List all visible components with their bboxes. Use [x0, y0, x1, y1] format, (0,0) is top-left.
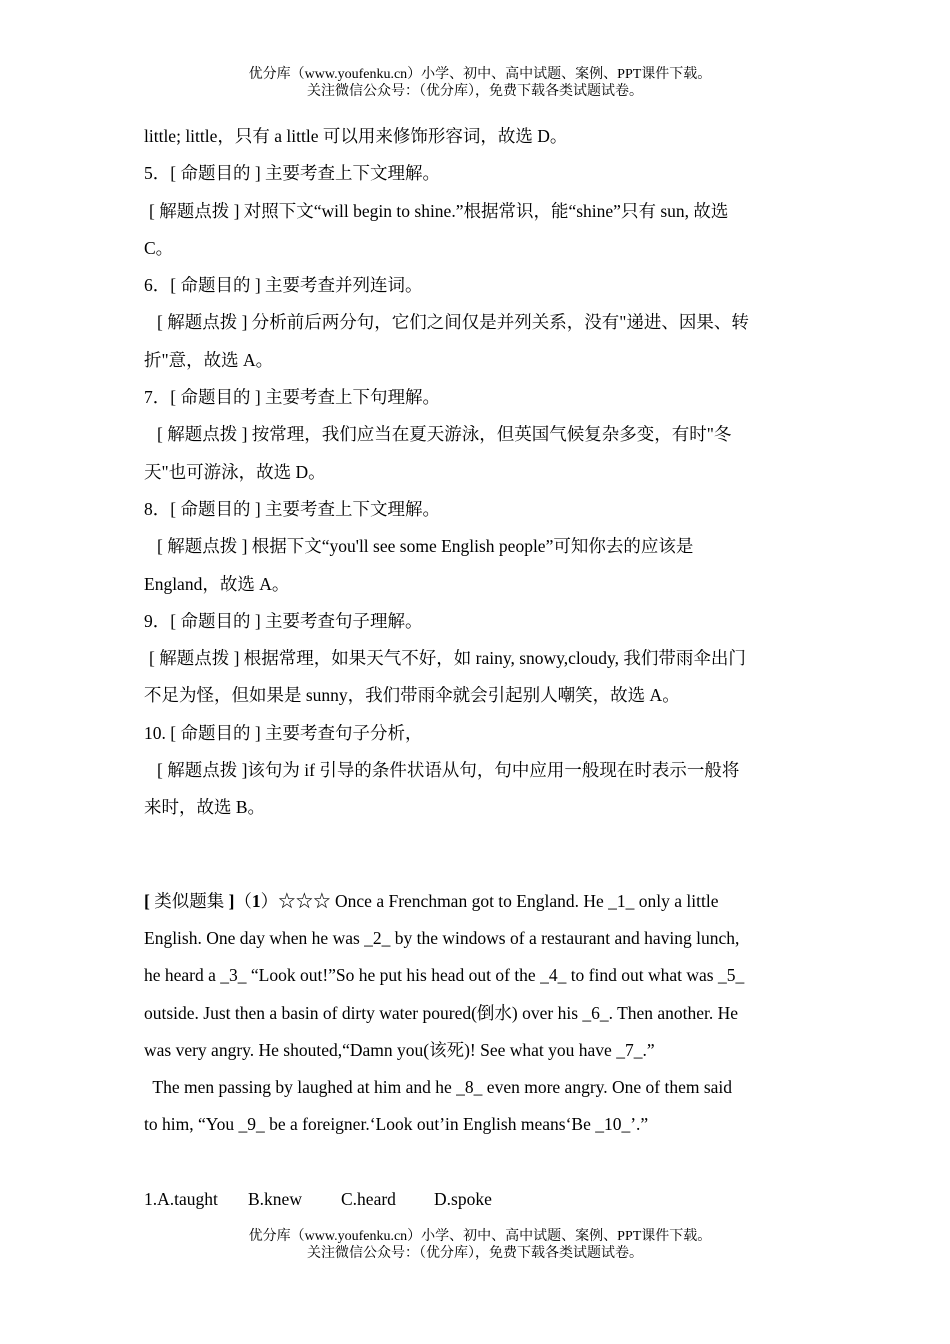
- text-line: little; little，只有 a little 可以用来修饰形容词，故选 D。: [144, 126, 568, 146]
- answer-10-purpose: 10. [ 命题目的 ] 主要考查句子分析，: [144, 722, 423, 743]
- page-footer: [0, 1228, 950, 1262]
- section-label-open: [: [144, 890, 150, 911]
- page-header: [0, 66, 950, 100]
- footer-line-2: 关注微信公众号：（优分库），免费下载各类试题试卷。: [307, 1246, 643, 1261]
- question-1-options: [144, 1181, 809, 1218]
- footer-line-1: 优分库（www.youfenku.cn）小学、初中、高中试题、案例、PPT课件下载。: [248, 1229, 712, 1244]
- text-line: 天"也可游泳，故选 D。: [144, 461, 326, 482]
- section-label: 类似题集: [149, 890, 229, 911]
- passage-line: The men passing by laughed at him and he _8_ even more angry. One of them said: [144, 1077, 733, 1098]
- text-line: 不足为怪，但如果是 sunny，我们带雨伞就会引起别人嘲笑，故选 A。: [144, 685, 680, 706]
- text-line: 折"意，故选 A。: [144, 349, 274, 370]
- text-line: 来时，故选 B。: [144, 797, 266, 818]
- answer-8-purpose: 8．[ 命题目的 ] 主要考查上下文理解。: [144, 498, 441, 519]
- answer-7-hint: [ 解题点拨 ] 按常理，我们应当在夏天游泳，但英国气候复杂多变，有时"冬: [157, 424, 732, 445]
- answer-6-hint: [ 解题点拨 ] 分析前后两分句，它们之间仅是并列关系，没有"递进、因果、转: [157, 312, 749, 333]
- option-b: B.knew: [248, 1188, 302, 1209]
- passage-line: was very angry. He shouted,“Damn you(该死)! See what you have _7_.”: [144, 1039, 655, 1060]
- question-number: 1: [251, 890, 261, 911]
- answer-9-purpose: 9．[ 命题目的 ] 主要考查句子理解。: [144, 610, 423, 631]
- text-line: C。: [144, 237, 174, 258]
- answer-5-purpose: 5．[ 命题目的 ] 主要考查上下文理解。: [144, 163, 441, 184]
- answer-6-purpose: 6．[ 命题目的 ] 主要考查并列连词。: [144, 275, 423, 296]
- answer-5-hint: [ 解题点拨 ] 对照下文“will begin to shine.”根据常识，能“shine”只有 sun, 故选: [149, 200, 729, 221]
- answer-10-hint: [ 解题点拨 ]该句为 if 引导的条件状语从句，句中应用一般现在时表示一般将: [157, 760, 740, 781]
- document-body: [144, 118, 809, 1218]
- question-number-close: ）: [260, 890, 279, 911]
- passage-line-1: [144, 883, 809, 920]
- answer-9-hint: [ 解题点拨 ] 根据常理，如果天气不好，如 rainy, snowy,cloudy, 我们带雨伞出门: [149, 648, 746, 669]
- header-line-1: 优分库（www.youfenku.cn）小学、初中、高中试题、案例、PPT课件下载。: [248, 67, 712, 82]
- passage-text: Once a Frenchman got to England. He _1_ only a little: [330, 890, 719, 911]
- text-line: England，故选 A。: [144, 573, 290, 594]
- passage-line: to him, “You _9_ be a foreigner.‘Look out’in English means‘Be _10_’.”: [144, 1114, 649, 1135]
- passage-line: he heard a _3_ “Look out!”So he put his head out of the _4_ to find out what was _5_: [144, 965, 745, 986]
- answer-7-purpose: 7．[ 命题目的 ] 主要考查上下句理解。: [144, 387, 441, 408]
- section-label-close: ]: [228, 890, 235, 911]
- option-a: 1.A.taught: [144, 1188, 218, 1209]
- difficulty-stars: ☆☆☆: [278, 890, 331, 911]
- passage-line: outside. Just then a basin of dirty water poured(倒水) over his _6_. Then another. He: [144, 1002, 739, 1023]
- question-number-open: （: [234, 890, 252, 911]
- answer-8-hint: [ 解题点拨 ] 根据下文“you'll see some English people”可知你去的应该是: [157, 536, 694, 557]
- option-d: D.spoke: [434, 1188, 492, 1209]
- option-c: C.heard: [341, 1188, 396, 1209]
- header-line-2: 关注微信公众号：（优分库），免费下载各类试题试卷。: [307, 84, 643, 99]
- passage-line: English. One day when he was _2_ by the windows of a restaurant and having lunch,: [144, 927, 740, 948]
